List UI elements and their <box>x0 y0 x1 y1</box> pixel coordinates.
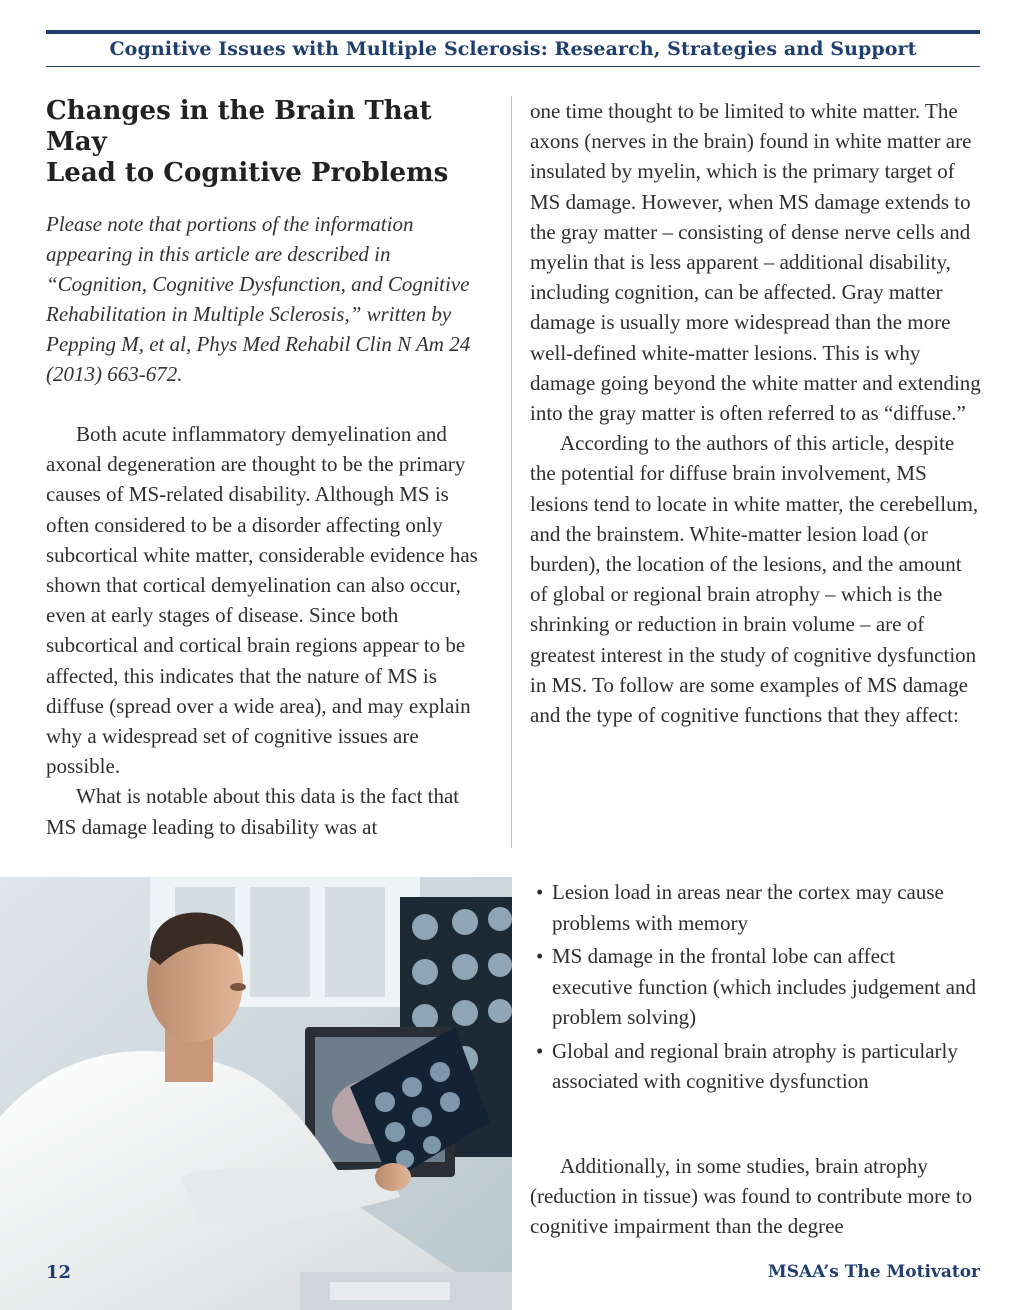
bullet-text: Lesion load in areas near the cortex may cause problems with memory <box>552 880 944 935</box>
list-item: • MS damage in the frontal lobe can affect executive function (which includes judgement and problem solving) <box>536 944 976 1029</box>
article-title <box>46 96 494 189</box>
left-paragraph-1: Both acute inflammatory demyelination and axonal degeneration are thought to be the primary causes of MS-related disability. Although MS is often considered to be a disorder affecting only subcortical white matter, considerable evidence has shown that cortical demyelination can also occur, even at early stages of disease. Since both subcortical and cortical brain regions appear to be affected, this indicates that the nature of MS is diffuse (spread over a wide area), and may explain why a widespread set of cognitive issues are possible. <box>46 422 478 779</box>
article-title-line2: Lead to Cognitive Problems <box>46 158 449 188</box>
list-item: • Lesion load in areas near the cortex may cause problems with memory <box>536 880 944 935</box>
right-paragraph-3: Additionally, in some studies, brain atrophy (reduction in tissue) was found to contribute more to cognitive impairment than the degree <box>530 1154 973 1239</box>
running-title: Cognitive Issues with Multiple Sclerosis: Research, Strategies and Support <box>109 38 917 60</box>
page-number: 12 <box>46 1262 72 1283</box>
header-rule-thin <box>46 66 980 67</box>
list-item: • Global and regional brain atrophy is particularly associated with cognitive dysfunction <box>536 1038 958 1093</box>
left-paragraph-2: What is notable about this data is the fact that MS damage leading to disability was at <box>46 784 460 839</box>
right-paragraph-1: one time thought to be limited to white matter. The axons (nerves in the brain) found in white matter are insulated by myelin, which is the primary target of MS damage. However, when MS damage extends to the gray matter – consisting of dense nerve cells and myelin that is less apparent – additional disability, including cognition, can be affected. Gray matter damage is usually more widespread than the more well-defined white-matter lesions. This is why damage going beyond the white matter and extending into the gray matter is often referred to as “diffuse.” <box>530 99 981 426</box>
closing-text <box>530 1151 982 1242</box>
bullet-text: Global and regional brain atrophy is particularly associated with cognitive dysfunction <box>552 1038 958 1093</box>
column-divider <box>511 96 512 848</box>
article-title-line1: Changes in the Brain That May <box>46 96 432 157</box>
source-note: Please note that portions of the information appearing in this article are described in “Cognition, Cognitive Dysfunction, and Cognitive Rehabilitation in Multiple Sclerosis,” written by Pepping M, et al, Phys Med Rehabil Clin N Am 24 (2013) 663-672. <box>46 212 471 386</box>
header-rule-thick <box>46 30 980 34</box>
bullet-text: MS damage in the frontal lobe can affect executive function (which includes judgement and problem solving) <box>552 944 976 1029</box>
right-paragraph-2: According to the authors of this article, despite the potential for diffuse brain involvement, MS lesions tend to locate in white matter, the cerebellum, and the brainstem. White-matter lesion load (or burden), the location of the lesions, and the amount of global or regional brain atrophy – which is the shrinking or reduction in brain volume – are of greatest interest in the study of cognitive dysfunction in MS. To follow are some examples of MS damage and the type of cognitive functions that they affect: <box>530 431 979 728</box>
right-column <box>530 96 982 730</box>
publication-name: MSAA’s The Motivator <box>767 1262 980 1282</box>
bullet-list <box>536 877 980 1100</box>
left-column <box>46 96 494 842</box>
doctor-reviewing-brain-scans-photo <box>0 877 512 1310</box>
